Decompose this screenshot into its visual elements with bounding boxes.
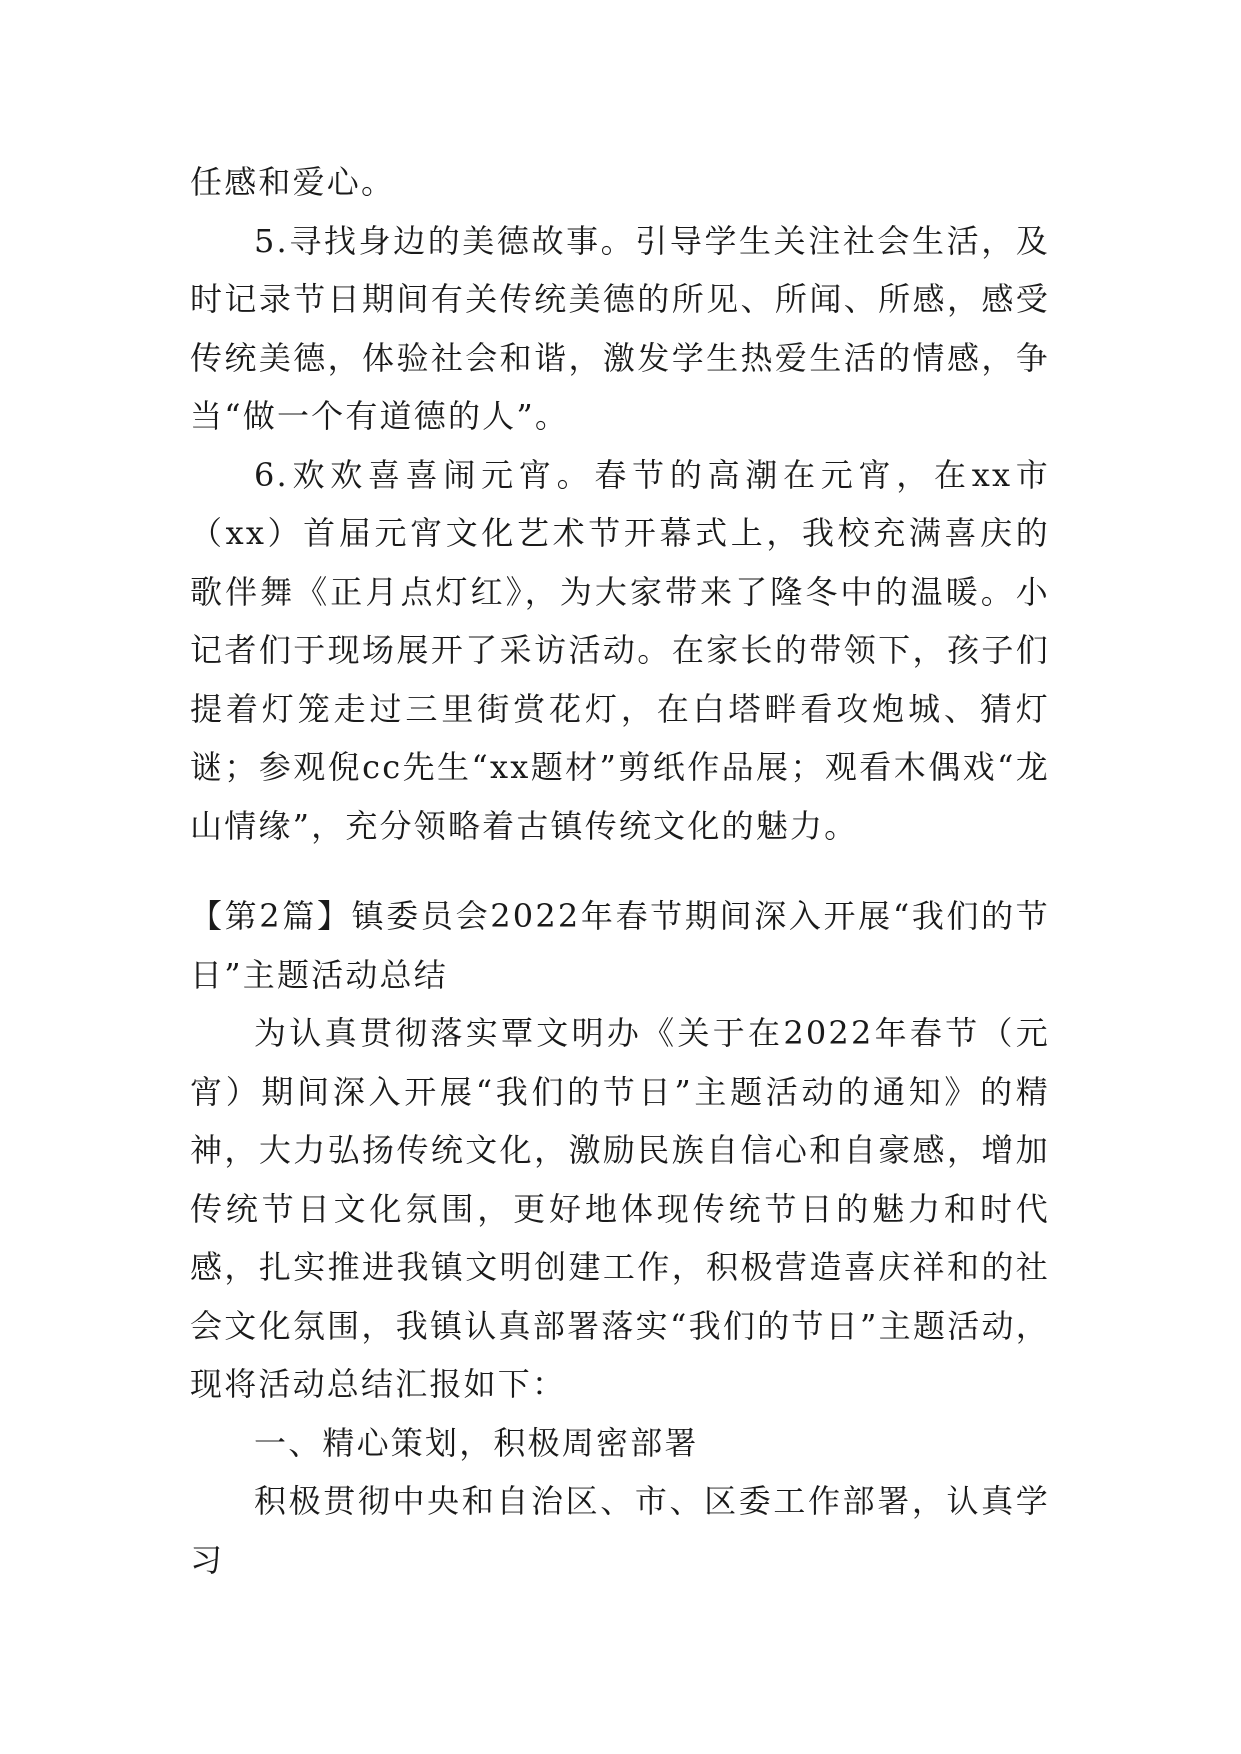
section-one [190,153,1050,855]
intro-paragraph: 为认真贯彻落实覃文明办《关于在2022年春节（元宵）期间深入开展“我们的节日”主题活动的通知》的精神，大力弘扬传统文化，激励民族自信心和自豪感，增加传统节日文化氛围，更好地体现传统节日的魅力和时代感，扎实推进我镇文明创建工作，积极营造喜庆祥和的社会文化氛围，我镇认真部署落实“我们的节日”主题活动，现将活动总结汇报如下： [190,1014,1050,1403]
section-two [190,887,1050,1589]
paragraph-item-6: 6.欢欢喜喜闹元宵。春节的高潮在元宵，在xx市（xx）首届元宵文化艺术节开幕式上，我校充满喜庆的歌伴舞《正月点灯红》，为大家带来了隆冬中的温暖。小记者们于现场展开了采访活动。在家长的带领下，孩子们提着灯笼走过三里街赏花灯，在白塔畔看攻炮城、猜灯谜；参观倪cc先生“xx题材”剪纸作品展；观看木偶戏“龙山情缘”，充分领略着古镇传统文化的魅力。 [190,455,1050,845]
paragraph-item-5: 5.寻找身边的美德故事。引导学生关注社会生活，及时记录节日期间有关传统美德的所见、所闻、所感，感受传统美德，体验社会和谐，激发学生热爱生活的情感，争当“做一个有道德的人”。 [190,221,1050,435]
paragraph-continuation: 任感和爱心。 [190,163,396,201]
section-subheading: 一、精心策划，积极周密部署 [254,1423,699,1462]
article-heading: 【第2篇】镇委员会2022年春节期间深入开展“我们的节日”主题活动总结 [190,897,1050,994]
body-paragraph: 积极贯彻中央和自治区、市、区委工作部署，认真学习 [190,1482,1050,1579]
